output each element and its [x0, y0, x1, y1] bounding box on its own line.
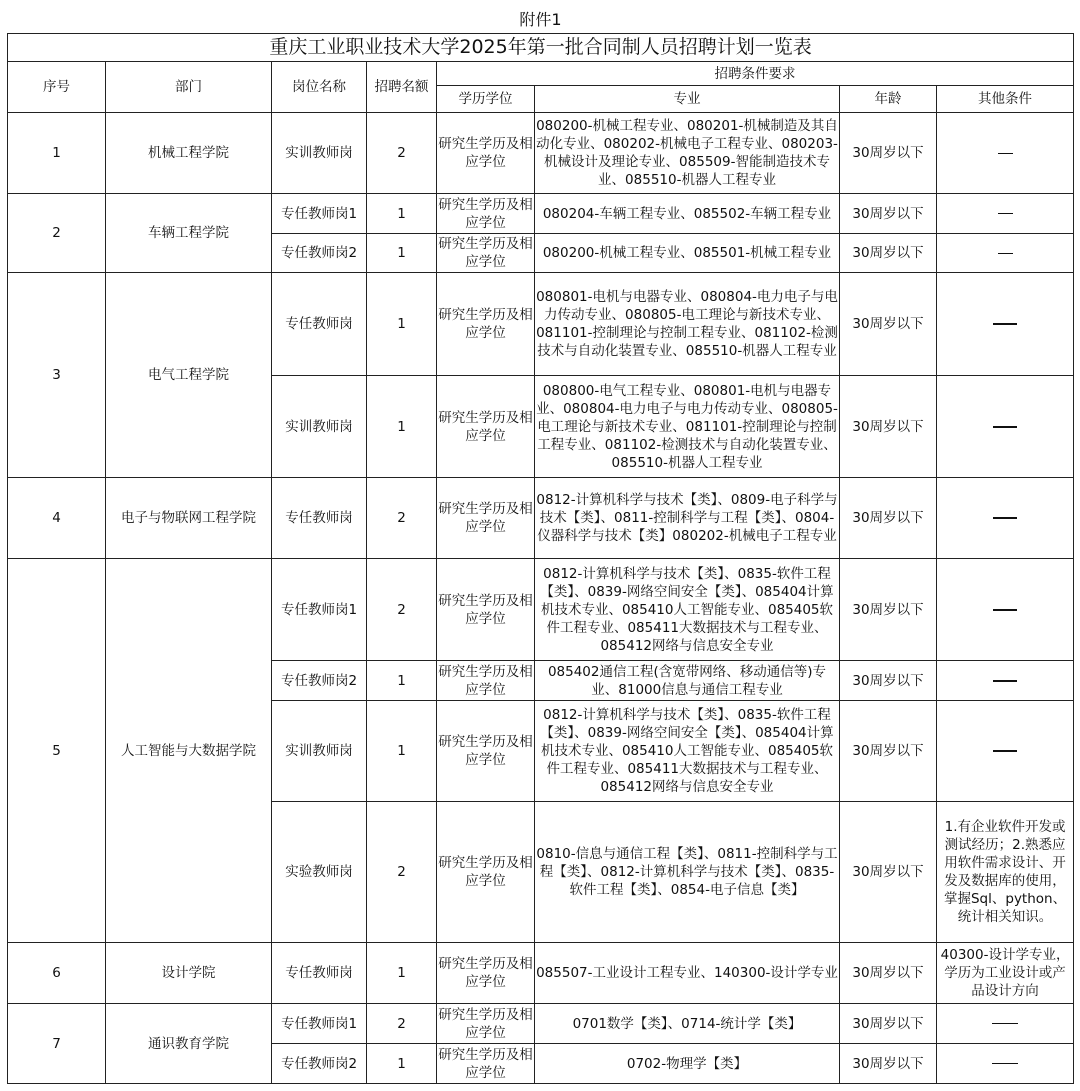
position-cell: 专任教师岗 [272, 273, 367, 376]
quota-cell: 1 [367, 1044, 437, 1084]
age-cell: 30周岁以下 [840, 802, 937, 943]
quota-cell: 2 [367, 559, 437, 661]
quota-cell: 2 [367, 113, 437, 194]
age-cell: 30周岁以下 [840, 376, 937, 478]
major-cell: 080200-机械工程专业、080201-机械制造及其自动化专业、080202-机械电子工程专业、080203-机械设计及理论专业、085509-智能制造技术专业、085510-机器人工程专业 [535, 113, 840, 194]
table-row [8, 559, 1074, 661]
education-cell: 研究生学历及相应学位 [437, 802, 535, 943]
seq-cell: 3 [8, 273, 106, 478]
seq-cell: 5 [8, 559, 106, 943]
table-row [8, 1004, 1074, 1044]
education-cell: 研究生学历及相应学位 [437, 113, 535, 194]
age-cell: 30周岁以下 [840, 194, 937, 234]
age-cell: 30周岁以下 [840, 1004, 937, 1044]
education-cell: 研究生学历及相应学位 [437, 194, 535, 234]
major-cell: 0812-计算机科学与技术【类】、0809-电子科学与技术【类】、0811-控制科学与工程【类】、0804-仪器科学与技术【类】080202-机械电子工程专业 [535, 478, 840, 559]
quota-cell: 1 [367, 194, 437, 234]
position-cell: 实训教师岗 [272, 376, 367, 478]
table-title: 重庆工业职业技术大学2025年第一批合同制人员招聘计划一览表 [8, 34, 1074, 62]
dept-cell: 设计学院 [106, 943, 272, 1004]
major-cell: 080801-电机与电器专业、080804-电力电子与电力传动专业、080805-电工理论与新技术专业、081101-控制理论与控制工程专业、081102-检测技术与自动化装置专业、085510-机器人工程专业 [535, 273, 840, 376]
table-row [8, 273, 1074, 376]
position-cell: 实验教师岗 [272, 802, 367, 943]
position-cell: 实训教师岗 [272, 113, 367, 194]
dash-mark [993, 609, 1017, 611]
dash-mark [998, 153, 1013, 154]
header-row [8, 62, 1074, 86]
header-other: 其他条件 [937, 86, 1074, 113]
other-cell [937, 701, 1074, 802]
major-cell: 0810-信息与通信工程【类】、0811-控制科学与工程【类】、0812-计算机科学与技术【类】、0835-软件工程【类】、0854-电子信息【类】 [535, 802, 840, 943]
header-quota: 招聘名额 [367, 62, 437, 113]
education-cell: 研究生学历及相应学位 [437, 559, 535, 661]
age-cell: 30周岁以下 [840, 234, 937, 273]
dept-cell: 电气工程学院 [106, 273, 272, 478]
education-cell: 研究生学历及相应学位 [437, 478, 535, 559]
age-cell: 30周岁以下 [840, 943, 937, 1004]
table-row [8, 478, 1074, 559]
dept-cell: 人工智能与大数据学院 [106, 559, 272, 943]
major-cell: 085402通信工程(含宽带网络、移动通信等)专业、81000信息与通信工程专业 [535, 661, 840, 701]
dash-mark [993, 517, 1017, 519]
position-cell: 专任教师岗1 [272, 559, 367, 661]
dept-cell: 机械工程学院 [106, 113, 272, 194]
education-cell: 研究生学历及相应学位 [437, 234, 535, 273]
dash-mark [998, 253, 1013, 254]
age-cell: 30周岁以下 [840, 273, 937, 376]
table-row [8, 943, 1074, 1004]
age-cell: 30周岁以下 [840, 701, 937, 802]
position-cell: 专任教师岗 [272, 943, 367, 1004]
other-cell [937, 194, 1074, 234]
major-cell: 0812-计算机科学与技术【类】、0835-软件工程【类】、0839-网络空间安全【类】、085404计算机技术专业、085410人工智能专业、085405软件工程专业、085411大数据技术与工程专业、085412网络与信息安全专业 [535, 701, 840, 802]
education-cell: 研究生学历及相应学位 [437, 1044, 535, 1084]
seq-cell: 1 [8, 113, 106, 194]
education-cell: 研究生学历及相应学位 [437, 661, 535, 701]
education-cell: 研究生学历及相应学位 [437, 701, 535, 802]
dash-mark [993, 680, 1017, 682]
seq-cell: 7 [8, 1004, 106, 1084]
seq-cell: 4 [8, 478, 106, 559]
other-cell [937, 113, 1074, 194]
education-cell: 研究生学历及相应学位 [437, 1004, 535, 1044]
seq-cell: 6 [8, 943, 106, 1004]
quota-cell: 1 [367, 943, 437, 1004]
education-cell: 研究生学历及相应学位 [437, 376, 535, 478]
education-cell: 研究生学历及相应学位 [437, 943, 535, 1004]
other-cell: 1.有企业软件开发或测试经历；2.熟悉应用软件需求设计、开发及数据库的使用，掌握Sql、python、统计相关知识。 [937, 802, 1074, 943]
quota-cell: 1 [367, 701, 437, 802]
age-cell: 30周岁以下 [840, 1044, 937, 1084]
other-cell [937, 1004, 1074, 1044]
header-position: 岗位名称 [272, 62, 367, 113]
header-major: 专业 [535, 86, 840, 113]
table-row [8, 194, 1074, 234]
other-cell [937, 273, 1074, 376]
age-cell: 30周岁以下 [840, 478, 937, 559]
age-cell: 30周岁以下 [840, 559, 937, 661]
education-cell: 研究生学历及相应学位 [437, 273, 535, 376]
major-cell: 080800-电气工程专业、080801-电机与电器专业、080804-电力电子与电力传动专业、080805-电工理论与新技术专业、081101-控制理论与控制工程专业、081102-检测技术与自动化装置专业、085510-机器人工程专业 [535, 376, 840, 478]
seq-cell: 2 [8, 194, 106, 273]
header-requirements: 招聘条件要求 [437, 62, 1074, 86]
other-cell: 40300-设计学专业，学历为工业设计或产品设计方向 [937, 943, 1074, 1004]
dash-mark [993, 750, 1017, 752]
age-cell: 30周岁以下 [840, 113, 937, 194]
dash-mark [992, 1063, 1018, 1064]
other-cell [937, 478, 1074, 559]
position-cell: 专任教师岗1 [272, 194, 367, 234]
header-seq: 序号 [8, 62, 106, 113]
quota-cell: 1 [367, 661, 437, 701]
dept-cell: 电子与物联网工程学院 [106, 478, 272, 559]
major-cell: 080204-车辆工程专业、085502-车辆工程专业 [535, 194, 840, 234]
dash-mark [993, 426, 1017, 428]
position-cell: 专任教师岗 [272, 478, 367, 559]
major-cell: 080200-机械工程专业、085501-机械工程专业 [535, 234, 840, 273]
header-age: 年龄 [840, 86, 937, 113]
major-cell: 0702-物理学【类】 [535, 1044, 840, 1084]
position-cell: 专任教师岗2 [272, 234, 367, 273]
quota-cell: 2 [367, 1004, 437, 1044]
dash-mark [993, 323, 1017, 325]
quota-cell: 1 [367, 234, 437, 273]
dash-mark [992, 1023, 1018, 1024]
other-cell [937, 559, 1074, 661]
age-cell: 30周岁以下 [840, 661, 937, 701]
quota-cell: 1 [367, 376, 437, 478]
header-education: 学历学位 [437, 86, 535, 113]
dept-cell: 通识教育学院 [106, 1004, 272, 1084]
other-cell [937, 234, 1074, 273]
position-cell: 专任教师岗2 [272, 1044, 367, 1084]
quota-cell: 2 [367, 478, 437, 559]
other-cell [937, 1044, 1074, 1084]
table-row [8, 113, 1074, 194]
position-cell: 专任教师岗2 [272, 661, 367, 701]
attachment-caption: 附件1 [519, 10, 562, 29]
dept-cell: 车辆工程学院 [106, 194, 272, 273]
other-cell [937, 376, 1074, 478]
other-cell [937, 661, 1074, 701]
position-cell: 实训教师岗 [272, 701, 367, 802]
major-cell: 085507-工业设计工程专业、140300-设计学专业 [535, 943, 840, 1004]
recruitment-table [7, 33, 1074, 1084]
quota-cell: 1 [367, 273, 437, 376]
major-cell: 0812-计算机科学与技术【类】、0835-软件工程【类】、0839-网络空间安全【类】、085404计算机技术专业、085410人工智能专业、085405软件工程专业、085411大数据技术与工程专业、085412网络与信息安全专业 [535, 559, 840, 661]
header-dept: 部门 [106, 62, 272, 113]
position-cell: 专任教师岗1 [272, 1004, 367, 1044]
quota-cell: 2 [367, 802, 437, 943]
major-cell: 0701数学【类】、0714-统计学【类】 [535, 1004, 840, 1044]
dash-mark [998, 213, 1013, 214]
